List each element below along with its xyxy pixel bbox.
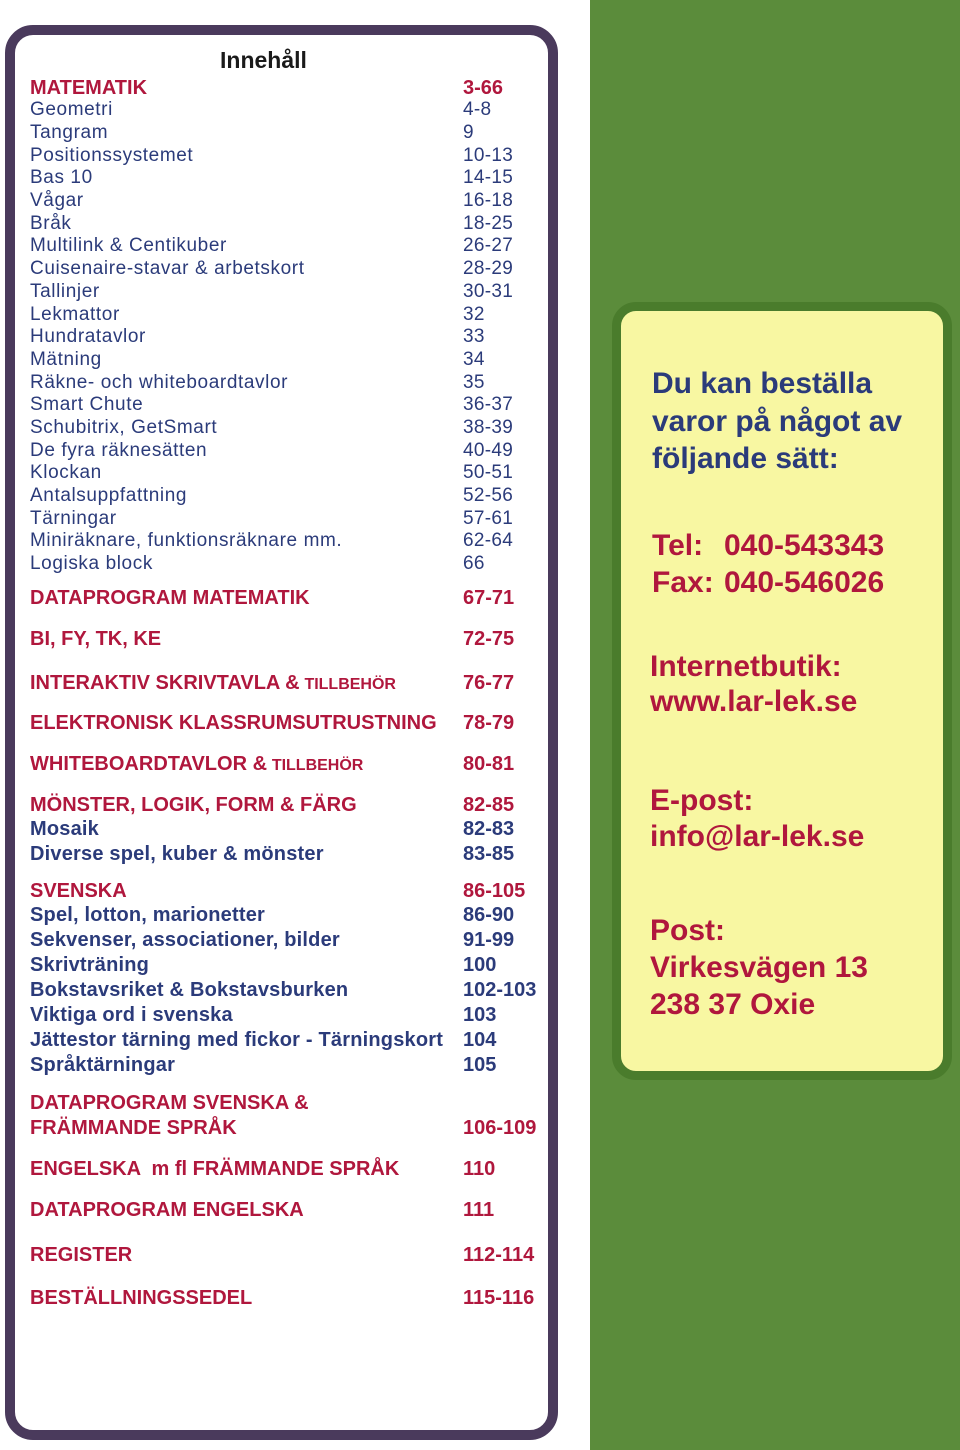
toc-item-pages: 34 <box>463 348 485 370</box>
toc-item-pages: 18-25 <box>463 212 514 234</box>
toc-item-pages: 30-31 <box>463 280 514 302</box>
toc-item-label: Jättestor tärning med fickor - Tärningskort <box>30 1028 444 1051</box>
toc-heading-label: DATAPROGRAM SVENSKA & <box>30 1091 309 1114</box>
toc-item-label: Sekvenser, associationer, bilder <box>30 929 340 952</box>
order-email <box>650 783 864 855</box>
email-label: E-post: <box>650 784 754 817</box>
toc-item-pages: 28-29 <box>463 258 514 280</box>
order-postal-address <box>650 912 868 1023</box>
toc-item-pages: 4-8 <box>463 99 492 121</box>
toc-item-label: Miniräknare, funktionsräknare mm. <box>30 530 343 552</box>
order-intro <box>652 365 902 478</box>
fax-label: Fax: <box>652 565 714 599</box>
toc-heading-label: DATAPROGRAM ENGELSKA <box>30 1198 304 1221</box>
toc-item-label: Schubitrix, GetSmart <box>30 416 218 438</box>
webshop-url: www.lar-lek.se <box>650 684 858 718</box>
toc-heading-pages: 86-105 <box>463 879 526 902</box>
toc-item-pages: 66 <box>463 553 485 575</box>
toc-heading-pages: 3-66 <box>463 76 504 99</box>
toc-item-label: Bokstavsriket & Bokstavsburken <box>30 979 349 1001</box>
toc-section-heading-line <box>0 1116 560 1141</box>
order-intro-line: följande sätt: <box>652 442 839 476</box>
toc-item-label: Tangram <box>30 122 109 144</box>
toc-item-pages: 32 <box>463 303 485 325</box>
toc-item <box>0 281 560 304</box>
toc-section-heading <box>0 1243 560 1268</box>
toc-group-svenska <box>0 879 560 1078</box>
toc-item-pages: 100 <box>463 954 497 977</box>
toc-item-label: Spel, lotton, marionetter <box>30 904 266 927</box>
toc-item <box>0 145 560 168</box>
toc-item-label: Skrivträning <box>30 954 150 977</box>
toc-heading-label: DATAPROGRAM MATEMATIK <box>30 586 310 609</box>
toc-item-pages: 86-90 <box>463 904 515 927</box>
toc-item-label: Räkne- och whiteboardtavlor <box>30 371 289 393</box>
toc-item <box>0 928 560 953</box>
toc-item <box>0 978 560 1003</box>
toc-item-label: Mätning <box>30 348 102 370</box>
email-address: info@lar-lek.se <box>650 820 865 853</box>
toc-item-label: Multilink & Centikuber <box>30 235 227 257</box>
toc-group-dataprogram-matematik <box>0 586 560 611</box>
toc-heading-label: FRÄMMANDE SPRÅK <box>30 1116 237 1139</box>
phone-number: 040-543343 <box>724 528 885 562</box>
order-intro-line: Du kan beställa <box>652 367 873 401</box>
toc-item <box>0 235 560 258</box>
toc-item-pages: 16-18 <box>463 190 514 212</box>
toc-item-pages: 40-49 <box>463 439 514 461</box>
toc-group-interaktiv-skrivtavla <box>0 671 560 696</box>
toc-item-label: Viktiga ord i svenska <box>30 1003 233 1026</box>
toc-section-heading <box>0 1157 560 1182</box>
toc-item-label: Logiska block <box>30 553 153 575</box>
toc-section-heading <box>0 711 560 736</box>
toc-item-pages: 52-56 <box>463 485 514 507</box>
toc-section-heading <box>0 77 560 100</box>
toc-item <box>0 1053 560 1078</box>
toc-heading-pages: 106-109 <box>463 1116 537 1139</box>
toc-item <box>0 842 560 867</box>
toc-item <box>0 1003 560 1028</box>
toc-group-bestallningssedel <box>0 1286 560 1311</box>
toc-item-pages: 62-64 <box>463 530 514 552</box>
toc-heading-label-small: TILLBEHÖR <box>304 675 396 693</box>
toc-section-heading <box>0 1286 560 1311</box>
toc-item-label: Geometri <box>30 99 113 121</box>
toc-section-heading <box>0 586 560 611</box>
toc-section-heading-line <box>0 1091 560 1116</box>
toc-item <box>0 530 560 553</box>
toc-heading-pages: 80-81 <box>463 752 515 775</box>
toc-item-label: Antalsuppfattning <box>30 485 188 507</box>
toc-heading-pages: 112-114 <box>463 1243 535 1266</box>
toc-item-label: Klockan <box>30 462 102 484</box>
toc-group-elektronisk-klassrumsutrustning <box>0 711 560 736</box>
toc-item-label: Positionssystemet <box>30 144 194 166</box>
toc-item <box>0 394 560 417</box>
toc-item-pages: 35 <box>463 371 485 393</box>
toc-section-heading <box>0 627 560 652</box>
toc-item-pages: 50-51 <box>463 462 514 484</box>
toc-heading-label-small: TILLBEHÖR <box>271 756 364 774</box>
toc-item <box>0 213 560 236</box>
toc-item <box>0 167 560 190</box>
toc-item <box>0 417 560 440</box>
toc-heading-label: BI, FY, TK, KE <box>30 627 162 650</box>
toc-item <box>0 99 560 122</box>
phone-line <box>652 527 884 564</box>
toc-heading-label: ENGELSKA m fl FRÄMMANDE SPRÅK <box>30 1157 400 1180</box>
toc-item <box>0 508 560 531</box>
toc-section-heading <box>0 879 560 904</box>
toc-heading-pages: 78-79 <box>463 711 515 734</box>
toc-item-pages: 10-13 <box>463 144 514 166</box>
toc-title: Innehåll <box>220 47 307 73</box>
toc-item <box>0 349 560 372</box>
toc-item-label: Språktärningar <box>30 1053 176 1076</box>
toc-group-monster <box>0 793 560 867</box>
toc-item-label: De fyra räknesätten <box>30 439 208 461</box>
toc-section-heading <box>0 1198 560 1223</box>
toc-heading-pages: 110 <box>463 1157 496 1180</box>
toc-heading-label-main: WHITEBOARDTAVLOR & <box>30 752 268 775</box>
toc-item <box>0 326 560 349</box>
toc-heading-label: SVENSKA <box>30 879 127 902</box>
toc-heading-pages: 115-116 <box>463 1286 535 1309</box>
toc-item-pages: 14-15 <box>463 167 514 189</box>
post-city: 238 37 Oxie <box>650 987 816 1021</box>
toc-group-register <box>0 1243 560 1268</box>
toc-item <box>0 122 560 145</box>
toc-item-label: Cuisenaire-stavar & arbetskort <box>30 258 305 280</box>
toc-item <box>0 817 560 842</box>
toc-item-pages: 83-85 <box>463 842 515 865</box>
order-intro-line: varor på något av <box>652 404 903 438</box>
toc-heading-pages: 72-75 <box>463 627 515 650</box>
toc-group-bi-fy-tk-ke <box>0 627 560 652</box>
toc-item-label: Tallinjer <box>30 280 100 302</box>
order-phone-fax <box>652 527 884 601</box>
fax-number: 040-546026 <box>724 565 885 599</box>
toc-heading-pages: 82-85 <box>463 793 515 816</box>
toc-item-pages: 36-37 <box>463 394 514 416</box>
toc-heading-label-main: INTERAKTIV SKRIVTAVLA & <box>30 671 300 694</box>
toc-item-label: Hundratavlor <box>30 326 146 348</box>
toc-group-dataprogram-svenska <box>0 1091 560 1141</box>
toc-heading-pages: 67-71 <box>463 586 515 609</box>
fax-line <box>652 564 884 601</box>
toc-item-pages: 38-39 <box>463 416 514 438</box>
phone-label: Tel: <box>652 528 704 562</box>
toc-section-heading <box>0 671 560 696</box>
toc-item <box>0 953 560 978</box>
toc-heading-label: BESTÄLLNINGSSEDEL <box>30 1286 253 1309</box>
toc-item <box>0 190 560 213</box>
toc-heading-label: MÖNSTER, LOGIK, FORM & FÄRG <box>30 793 357 816</box>
toc-group-matematik <box>0 77 560 576</box>
toc-item-label: Diverse spel, kuber & mönster <box>30 842 324 865</box>
toc-item-label: Smart Chute <box>30 394 144 416</box>
toc-item-pages: 105 <box>463 1053 497 1076</box>
webshop-label: Internetbutik: <box>650 649 842 683</box>
toc-item <box>0 372 560 395</box>
toc-item <box>0 304 560 327</box>
order-webshop <box>650 649 857 719</box>
toc-item <box>0 440 560 463</box>
toc-section-heading <box>0 752 560 777</box>
toc-heading-label <box>30 752 363 778</box>
toc-heading-label: ELEKTRONISK KLASSRUMSUTRUSTNING <box>30 711 437 734</box>
toc-item-pages: 57-61 <box>463 507 514 529</box>
toc-item-pages: 102-103 <box>463 979 537 1001</box>
toc-item <box>0 553 560 576</box>
toc-item-pages: 9 <box>463 122 474 144</box>
toc-group-whiteboardtavlor <box>0 752 560 777</box>
toc-item-label: Mosaik <box>30 818 100 841</box>
toc-item <box>0 1028 560 1053</box>
toc-group-dataprogram-engelska <box>0 1198 560 1223</box>
toc-item <box>0 485 560 508</box>
toc-heading-pages: 76-77 <box>463 671 515 694</box>
toc-heading-label: MATEMATIK <box>30 76 148 99</box>
toc-item <box>0 462 560 485</box>
toc-group-engelska <box>0 1157 560 1182</box>
toc-item-pages: 82-83 <box>463 818 515 841</box>
toc-heading-label <box>30 671 396 697</box>
toc-heading-label: REGISTER <box>30 1243 133 1266</box>
toc-heading-pages: 111 <box>463 1198 495 1221</box>
toc-item-label: Bas 10 <box>30 167 93 189</box>
toc-item-label: Lekmattor <box>30 303 120 325</box>
post-label: Post: <box>650 913 725 947</box>
toc-item-label: Vågar <box>30 190 84 212</box>
toc-item-pages: 91-99 <box>463 929 515 952</box>
toc-item-pages: 26-27 <box>463 235 514 257</box>
post-street: Virkesvägen 13 <box>650 950 868 984</box>
toc-item-pages: 33 <box>463 326 485 348</box>
toc-item <box>0 903 560 928</box>
toc-item-pages: 104 <box>463 1028 497 1051</box>
toc-section-heading <box>0 793 560 818</box>
toc-item-pages: 103 <box>463 1003 497 1026</box>
toc-item-label: Tärningar <box>30 507 117 529</box>
toc-item <box>0 258 560 281</box>
toc-item-label: Bråk <box>30 212 72 234</box>
